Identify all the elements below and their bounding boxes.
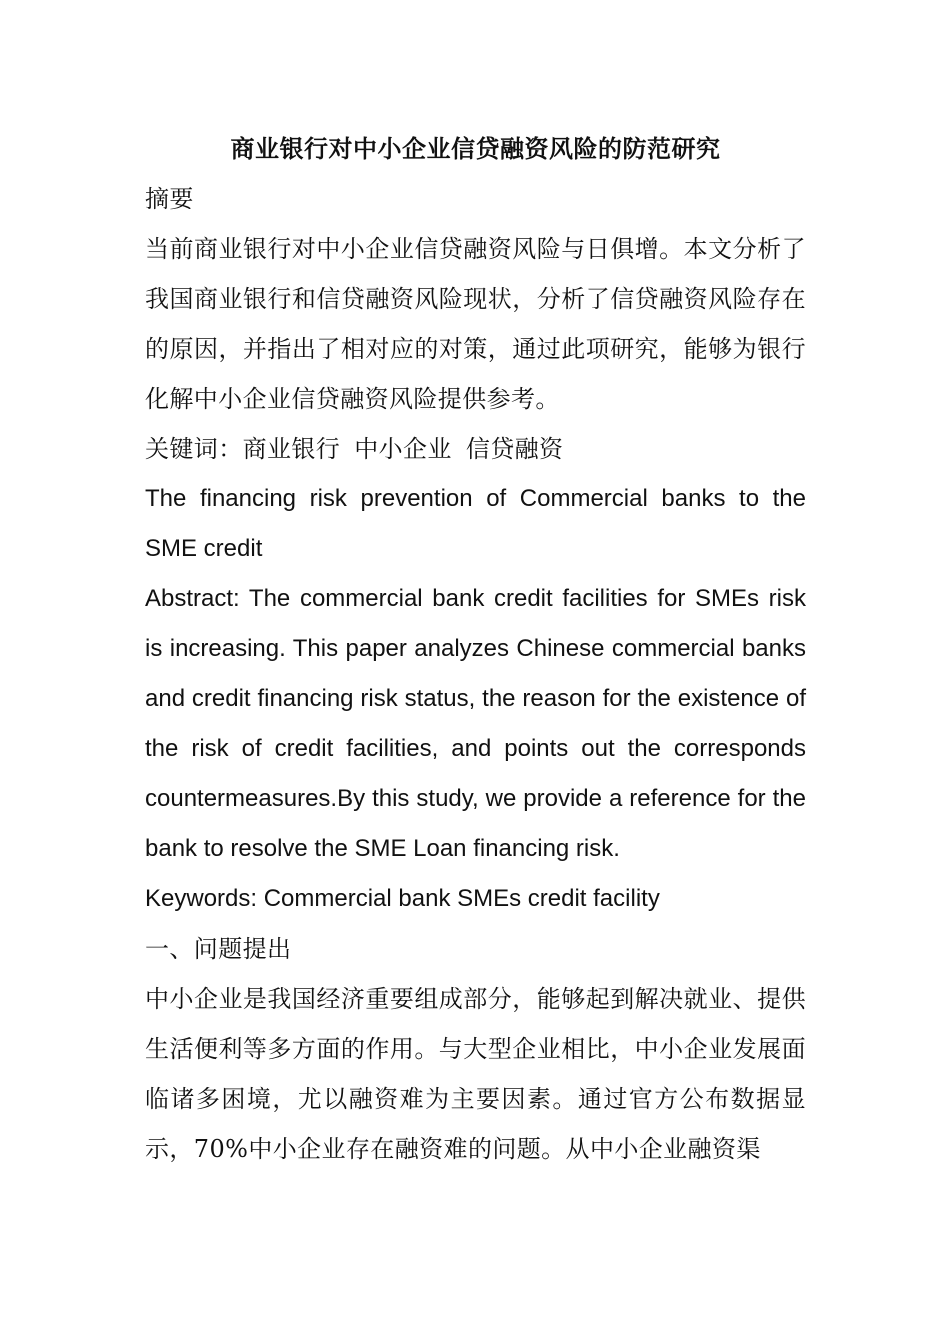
title-en: The financing risk prevention of Commercial banks to the SME credit xyxy=(145,485,806,562)
abstract-cn: 当前商业银行对中小企业信贷融资风险与日俱增。本文分析了我国商业银行和信贷融资风险现状，分析了信贷融资风险存在的原因，并指出了相对应的对策，通过此项研究，能够为银行化解中小企业信贷融资风险提供参考。 xyxy=(145,235,806,413)
keyword-item: 商业银行 xyxy=(242,435,341,463)
keywords-cn-label: 关键词： xyxy=(145,435,243,463)
keyword-item: 中小企业 xyxy=(354,435,452,463)
section-heading: 一、问题提出 xyxy=(145,935,292,963)
keywords-en: Keywords: Commercial bank SMEs credit facility xyxy=(145,885,660,912)
document-page xyxy=(145,124,806,1174)
keywords-cn xyxy=(145,424,806,474)
abstract-en: Abstract: The commercial bank credit facilities for SMEs risk is increasing. This paper analyzes Chinese commercial banks and credit financing risk status, the reason for the existence of the risk of credit facilities, and points out the corresponds countermeasures.By this study, we provide a reference for the bank to resolve the SME Loan financing risk. xyxy=(145,585,806,862)
keyword-item: 信贷融资 xyxy=(465,435,564,463)
abstract-heading: 摘要 xyxy=(145,185,194,213)
paper-title: 商业银行对中小企业信贷融资风险的防范研究 xyxy=(230,135,721,163)
section-body: 中小企业是我国经济重要组成部分，能够起到解决就业、提供生活便利等多方面的作用。与大型企业相比，中小企业发展面临诸多困境，尤以融资难为主要因素。通过官方公布数据显示，70%中小企业存在融资难的问题。从中小企业融资渠 xyxy=(145,985,806,1163)
